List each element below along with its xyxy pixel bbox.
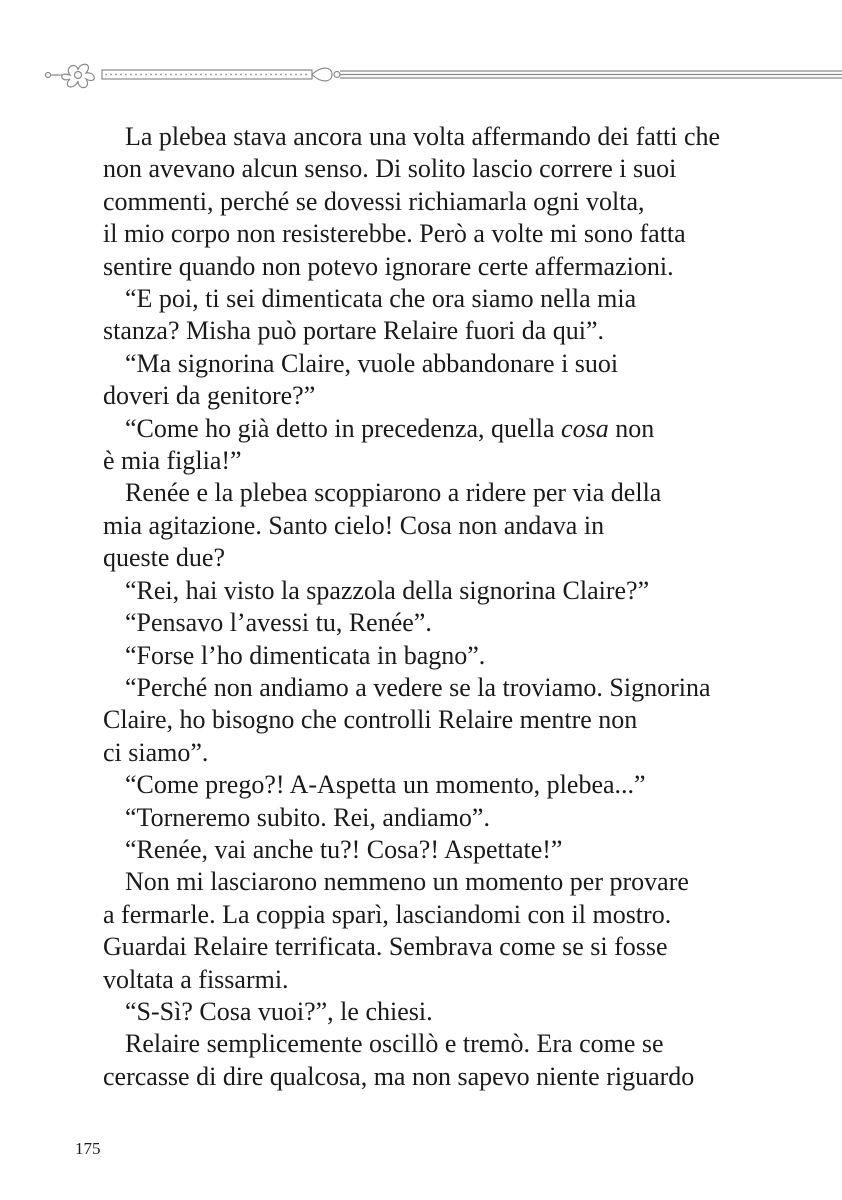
text-line <box>103 510 763 542</box>
text-span: il mio corpo non resisterebbe. Però a volte mi sono fatta <box>103 219 686 249</box>
text-line <box>103 445 763 477</box>
text-line <box>103 737 763 769</box>
text-span: stanza? Misha può portare Relaire fuori da qui”. <box>103 316 605 346</box>
text-span: Renée e la plebea scoppiarono a ridere per via della <box>125 478 662 508</box>
text-span: “Renée, vai anche tu?! Cosa?! Aspettate!” <box>125 834 563 864</box>
text-line <box>103 769 763 801</box>
text-span: è mia figlia!” <box>103 446 242 476</box>
text-line <box>103 802 763 834</box>
text-line <box>103 315 763 347</box>
text-span: commenti, perché se dovessi richiamarla ogni volta, <box>103 186 645 216</box>
text-span: non avevano alcun senso. Di solito lascio correre i suoi <box>103 154 677 184</box>
text-span: “Rei, hai visto la spazzola della signorina Claire?” <box>125 575 650 605</box>
text-line <box>103 283 763 315</box>
text-span: “Come ho già detto in precedenza, quella <box>125 413 562 443</box>
text-span: La plebea stava ancora una volta affermando dei fatti che <box>125 122 721 151</box>
text-line <box>103 640 763 672</box>
text-line <box>103 834 763 866</box>
text-line <box>103 996 763 1028</box>
text-span: “Perché non andiamo a vedere se la troviamo. Signorina <box>125 672 711 702</box>
text-line <box>103 380 763 412</box>
text-line <box>103 542 763 574</box>
text-line <box>103 866 763 898</box>
text-span: Non mi lasciarono nemmeno un momento per provare <box>125 867 689 897</box>
text-span: “Torneremo subito. Rei, andiamo”. <box>125 802 490 832</box>
text-span: “Pensavo l’avessi tu, Renée”. <box>125 608 432 638</box>
body-text <box>103 121 763 1093</box>
text-line <box>103 1028 763 1060</box>
text-line <box>103 704 763 736</box>
text-span: cercasse di dire qualcosa, ma non sapevo niente riguardo <box>103 1061 695 1091</box>
text-line <box>103 186 763 218</box>
text-span: voltata a fissarmi. <box>103 964 289 994</box>
text-span: queste due? <box>103 543 226 573</box>
text-span: “E poi, ti sei dimenticata che ora siamo nella mia <box>125 284 637 314</box>
text-line <box>103 672 763 704</box>
text-line <box>103 218 763 250</box>
floral-divider-icon <box>40 55 842 95</box>
text-span: “Come prego?! A-Aspetta un momento, plebea...” <box>125 770 646 800</box>
text-span: doveri da genitore?” <box>103 381 316 411</box>
text-span: mia agitazione. Santo cielo! Cosa non andava in <box>103 510 605 540</box>
text-line <box>103 121 763 153</box>
text-span: Claire, ho bisogno che controlli Relaire mentre non <box>103 705 638 735</box>
text-span: a fermarle. La coppia sparì, lasciandomi con il mostro. <box>103 899 672 929</box>
text-line <box>103 413 763 445</box>
text-line <box>103 931 763 963</box>
text-span: ci siamo”. <box>103 737 209 767</box>
text-line <box>103 607 763 639</box>
page-number: 175 <box>75 1139 101 1158</box>
text-line <box>103 348 763 380</box>
text-line <box>103 477 763 509</box>
text-line <box>103 899 763 931</box>
text-line <box>103 575 763 607</box>
text-line <box>103 1061 763 1093</box>
text-span: non <box>608 413 655 443</box>
text-line <box>103 964 763 996</box>
text-span: Relaire semplicemente oscillò e tremò. Era come se <box>125 1029 664 1059</box>
text-span: “Ma signorina Claire, vuole abbandonare i suoi <box>125 348 619 378</box>
text-span: “S-Sì? Cosa vuoi?”, le chiesi. <box>125 996 433 1026</box>
emphasized-text: cosa <box>561 413 609 443</box>
text-line <box>103 251 763 283</box>
text-span: “Forse l’ho dimenticata in bagno”. <box>125 640 486 670</box>
text-line <box>103 153 763 185</box>
text-span: Guardai Relaire terrificata. Sembrava come se si fosse <box>103 932 668 962</box>
text-span: sentire quando non potevo ignorare certe affermazioni. <box>103 251 674 281</box>
